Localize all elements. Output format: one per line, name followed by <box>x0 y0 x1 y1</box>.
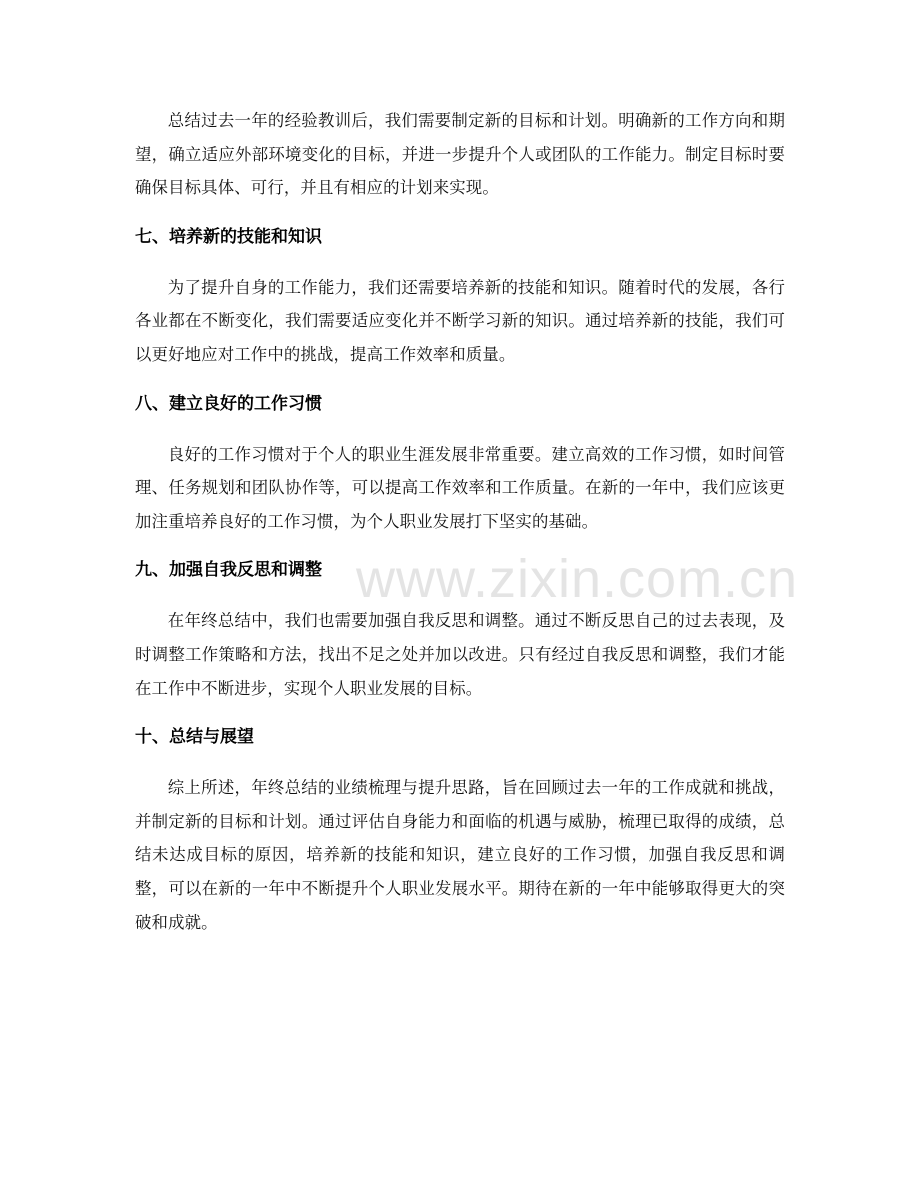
document-body <box>135 104 785 939</box>
section-heading-8: 八、建立良好的工作习惯 <box>135 393 322 414</box>
section-paragraph-7: 为了提升自身的工作能力，我们还需要培养新的技能和知识。随着时代的发展，各行各业都在不断变化，我们需要适应变化并不断学习新的知识。通过培养新的技能，我们可以更好地应对工作中的挑战，提高工作效率和质量。 <box>135 277 785 364</box>
section-heading-7: 七、培养新的技能和知识 <box>135 226 322 247</box>
watermark: www.zixin.com.cn <box>356 549 799 609</box>
section-heading-10: 十、总结与展望 <box>135 727 254 748</box>
section-paragraph-9: 在年终总结中，我们也需要加强自我反思和调整。通过不断反思自己的过去表现，及时调整工作策略和方法，找出不足之处并加以改进。只有经过自我反思和调整，我们才能在工作中不断进步，实现个人职业发展的目标。 <box>135 611 785 698</box>
intro-paragraph: 总结过去一年的经验教训后，我们需要制定新的目标和计划。明确新的工作方向和期望，确立适应外部环境变化的目标，并进一步提升个人或团队的工作能力。制定目标时要确保目标具体、可行，并且有相应的计划来实现。 <box>135 111 785 198</box>
section-paragraph-10: 综上所述，年终总结的业绩梳理与提升思路，旨在回顾过去一年的工作成就和挑战，并制定新的目标和计划。通过评估自身能力和面临的机遇与威胁，梳理已取得的成绩，总结未达成目标的原因，培养新的技能和知识，建立良好的工作习惯，加强自我反思和调整，可以在新的一年中不断提升个人职业发展水平。期待在新的一年中能够取得更大的突破和成就。 <box>135 778 785 932</box>
section-paragraph-8: 良好的工作习惯对于个人的职业生涯发展非常重要。建立高效的工作习惯，如时间管理、任务规划和团队协作等，可以提高工作效率和工作质量。在新的一年中，我们应该更加注重培养良好的工作习惯，为个人职业发展打下坚实的基础。 <box>135 444 785 531</box>
section-heading-9: 九、加强自我反思和调整 <box>135 560 322 581</box>
